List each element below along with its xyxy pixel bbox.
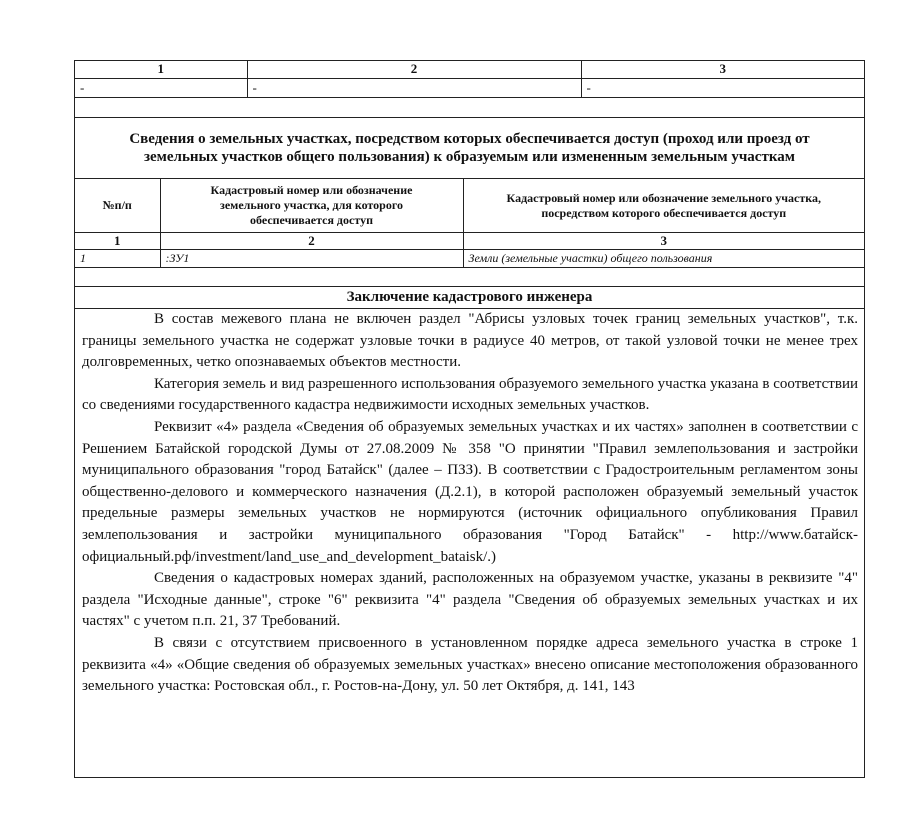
top-header-cell: 2 [247,61,581,78]
row-target: :ЗУ1 [160,250,463,268]
conclusion-paragraph: В связи с отсутствием присвоенного в установленном порядке адреса земельного участка в строке 1 реквизита «4» «Общие сведения об образуемых земельных участках» внесено описание местоположения образованного земельного участка: Ростовская обл., г. Ростов-на-Дону, ул. 50 лет Октября, д. 141, 143 [82,634,858,695]
top-value-cell: - [581,78,864,97]
row-via: Земли (земельные участки) общего пользования [463,250,864,268]
top-header-cell: 3 [581,61,864,78]
blank-row [75,268,864,287]
top-value-cell: - [247,78,581,97]
top-header-cell: 1 [75,61,247,78]
blank-row [75,97,864,117]
col-number: 1 [75,233,160,250]
top-value-cell: - [75,78,247,97]
access-section-title: Сведения о земельных участках, посредством которых обеспечивается доступ (проход или проезд от земельных участков общего пользования) к образуемым или измененным земельным участкам [75,118,864,179]
access-table [75,118,864,310]
col-header-target: Кадастровый номер или обозначение земельного участка, для которого обеспечивается доступ [160,179,463,233]
conclusion-paragraph: Реквизит «4» раздела «Сведения об образуемых земельных участках и их частях» заполнен в соответствии с Решением Батайской городской Думы от 27.08.2009 № 358 "О принятии "Правил землепользования и застройки муниципального образования "город Батайск" (далее – ПЗЗ). В соответствии с Градостроительным регламентом зоны общественно-делового и коммерческого назначения (Д.2.1), в которой расположен образуемый земельный участок предельные размеры земельных участков не нормируются (источник официального опубликования Правил землепользования и застройки муниципального образования "Город Батайск" - http://www.батайск-официальный.рф/investment/land_use_and_development_bataisk/.) [82,418,858,565]
col-header-via: Кадастровый номер или обозначение земельного участка, посредством которого обеспечивается доступ [463,179,864,233]
row-number: 1 [75,250,160,268]
conclusion-title: Заключение кадастрового инженера [75,287,864,309]
cadastral-document [74,60,865,778]
conclusion-body [75,309,864,698]
conclusion-paragraph: Категория земель и вид разрешенного использования образуемого земельного участка указана в соответствии со сведениями государственного кадастра недвижимости исходных земельных участков. [82,375,858,414]
col-number: 2 [160,233,463,250]
col-header-number: №п/п [75,179,160,233]
conclusion-paragraph: Сведения о кадастровых номерах зданий, расположенных на образуемом участке, указаны в реквизите "4" раздела "Исходные данные", строке "6" реквизита "4" раздела "Сведения об образуемых земельных участках и их частях" с учетом п.п. 21, 37 Требований. [82,570,858,630]
conclusion-paragraph: В состав межевого плана не включен раздел "Абрисы узловых точек границ земельных участков", т.к. границы земельного участка не содержат узловые точки в радиусе 40 метров, от такой узловой точки не менее трех долговременных, четко опознаваемых объектов местности. [82,311,858,371]
top-table [75,61,864,118]
table-row [75,250,864,268]
col-number: 3 [463,233,864,250]
